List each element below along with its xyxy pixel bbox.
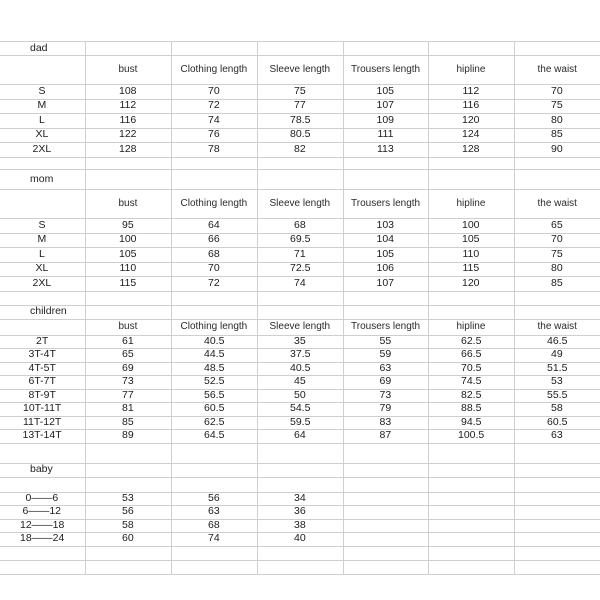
measurement-cell: 116 bbox=[462, 99, 480, 112]
measurement-cell: 69 bbox=[122, 361, 134, 374]
measurement-cell: 44.5 bbox=[204, 348, 225, 361]
measurement-cell: 122 bbox=[119, 128, 137, 141]
measurement-cell: 68 bbox=[208, 247, 220, 260]
measurement-cell: 82 bbox=[294, 142, 306, 155]
measurement-cell: 70 bbox=[208, 262, 220, 275]
measurement-cell: 55.5 bbox=[547, 388, 568, 401]
measurement-cell: 73 bbox=[122, 375, 134, 388]
row-gridline bbox=[0, 169, 600, 170]
column-gridline bbox=[514, 41, 515, 574]
measurement-cell: 74 bbox=[294, 276, 306, 289]
measurement-cell: 62.5 bbox=[204, 415, 225, 428]
measurement-cell: 85 bbox=[551, 276, 563, 289]
row-gridline bbox=[0, 443, 600, 444]
measurement-cell: 120 bbox=[462, 113, 480, 126]
size-label: 0——6 bbox=[25, 491, 59, 504]
measurement-cell: 77 bbox=[122, 388, 134, 401]
measurement-cell: 120 bbox=[462, 276, 480, 289]
size-label: 12——18 bbox=[20, 518, 65, 531]
measurement-cell: 112 bbox=[462, 84, 480, 97]
measurement-cell: 64.5 bbox=[204, 429, 225, 442]
size-label: 4T-5T bbox=[28, 361, 56, 374]
measurement-cell: 56.5 bbox=[204, 388, 225, 401]
column-header: hipline bbox=[456, 197, 486, 209]
measurement-cell: 78.5 bbox=[290, 113, 311, 126]
column-header: the waist bbox=[537, 197, 577, 209]
measurement-cell: 100 bbox=[462, 218, 480, 231]
measurement-cell: 36 bbox=[294, 505, 306, 518]
size-label: M bbox=[37, 99, 47, 112]
section-title-baby: baby bbox=[30, 463, 53, 475]
row-gridline bbox=[0, 546, 600, 547]
measurement-cell: 40.5 bbox=[290, 361, 311, 374]
size-label: 2T bbox=[36, 334, 49, 347]
measurement-cell: 46.5 bbox=[547, 334, 568, 347]
measurement-cell: 54.5 bbox=[290, 402, 311, 415]
measurement-cell: 128 bbox=[119, 142, 137, 155]
measurement-cell: 66 bbox=[208, 233, 220, 246]
measurement-cell: 62.5 bbox=[461, 334, 482, 347]
measurement-cell: 107 bbox=[376, 99, 395, 112]
size-label: 10T-11T bbox=[23, 402, 62, 415]
column-gridline bbox=[171, 41, 172, 574]
column-header: Clothing length bbox=[180, 63, 248, 75]
measurement-cell: 104 bbox=[376, 233, 395, 246]
measurement-cell: 124 bbox=[462, 128, 480, 141]
measurement-cell: 112 bbox=[119, 99, 137, 112]
measurement-cell: 80.5 bbox=[290, 128, 311, 141]
measurement-cell: 71 bbox=[294, 247, 306, 260]
column-header: Clothing length bbox=[180, 320, 248, 332]
column-header: the waist bbox=[537, 63, 577, 75]
row-gridline bbox=[0, 305, 600, 306]
row-gridline bbox=[0, 41, 600, 42]
measurement-cell: 70.5 bbox=[461, 361, 482, 374]
size-label: 6T-7T bbox=[28, 375, 56, 388]
measurement-cell: 65 bbox=[551, 218, 563, 231]
measurement-cell: 70 bbox=[208, 84, 220, 97]
column-header: bust bbox=[118, 63, 138, 75]
measurement-cell: 82.5 bbox=[461, 388, 482, 401]
measurement-cell: 56 bbox=[208, 491, 220, 504]
measurement-cell: 50 bbox=[294, 388, 306, 401]
measurement-cell: 37.5 bbox=[290, 348, 311, 361]
row-gridline bbox=[0, 291, 600, 292]
measurement-cell: 75 bbox=[551, 247, 563, 260]
measurement-cell: 58 bbox=[551, 402, 563, 415]
measurement-cell: 80 bbox=[551, 113, 563, 126]
measurement-cell: 68 bbox=[294, 218, 306, 231]
measurement-cell: 77 bbox=[294, 99, 306, 112]
measurement-cell: 73 bbox=[379, 388, 392, 401]
column-gridline bbox=[85, 41, 86, 574]
measurement-cell: 94.5 bbox=[461, 415, 482, 428]
measurement-cell: 40.5 bbox=[204, 334, 225, 347]
measurement-cell: 128 bbox=[462, 142, 480, 155]
measurement-cell: 55 bbox=[379, 334, 392, 347]
measurement-cell: 109 bbox=[376, 113, 395, 126]
size-label: 6——12 bbox=[22, 505, 62, 518]
size-label: S bbox=[38, 84, 46, 97]
measurement-cell: 40 bbox=[294, 532, 306, 545]
measurement-cell: 59 bbox=[379, 348, 392, 361]
measurement-cell: 105 bbox=[376, 84, 395, 97]
measurement-cell: 107 bbox=[376, 276, 395, 289]
column-gridline bbox=[428, 41, 429, 574]
measurement-cell: 53 bbox=[551, 375, 563, 388]
measurement-cell: 85 bbox=[122, 415, 134, 428]
measurement-cell: 63 bbox=[208, 505, 220, 518]
measurement-cell: 35 bbox=[294, 334, 306, 347]
measurement-cell: 56 bbox=[122, 505, 134, 518]
column-header: hipline bbox=[456, 63, 486, 75]
section-title-children: children bbox=[30, 305, 67, 317]
column-header: the waist bbox=[537, 320, 577, 332]
measurement-cell: 74.5 bbox=[461, 375, 482, 388]
measurement-cell: 116 bbox=[119, 113, 137, 126]
column-header: Trousers length bbox=[351, 63, 421, 75]
measurement-cell: 87 bbox=[379, 429, 392, 442]
measurement-cell: 80 bbox=[551, 262, 563, 275]
measurement-cell: 68 bbox=[208, 518, 220, 531]
measurement-cell: 51.5 bbox=[547, 361, 568, 374]
size-label: 2XL bbox=[32, 142, 52, 155]
measurement-cell: 45 bbox=[294, 375, 306, 388]
size-label: S bbox=[38, 218, 46, 231]
size-label: 18——24 bbox=[20, 532, 65, 545]
measurement-cell: 95 bbox=[122, 218, 134, 231]
column-header: hipline bbox=[456, 320, 486, 332]
measurement-cell: 34 bbox=[294, 491, 306, 504]
measurement-cell: 88.5 bbox=[461, 402, 482, 415]
measurement-cell: 105 bbox=[462, 233, 480, 246]
measurement-cell: 106 bbox=[376, 262, 395, 275]
row-gridline bbox=[0, 157, 600, 158]
measurement-cell: 60.5 bbox=[547, 415, 568, 428]
measurement-cell: 70 bbox=[551, 84, 563, 97]
row-gridline bbox=[0, 574, 600, 575]
row-gridline bbox=[0, 463, 600, 464]
size-label: M bbox=[37, 233, 47, 246]
measurement-cell: 75 bbox=[294, 84, 306, 97]
measurement-cell: 83 bbox=[379, 415, 392, 428]
size-label: 2XL bbox=[32, 276, 52, 289]
measurement-cell: 115 bbox=[462, 262, 480, 275]
measurement-cell: 103 bbox=[376, 218, 395, 231]
measurement-cell: 74 bbox=[208, 532, 220, 545]
row-gridline bbox=[0, 319, 600, 320]
measurement-cell: 100.5 bbox=[458, 429, 485, 442]
column-header: Clothing length bbox=[180, 197, 248, 209]
size-label: XL bbox=[35, 262, 49, 275]
size-label: 13T-14T bbox=[22, 429, 62, 442]
measurement-cell: 53 bbox=[122, 491, 134, 504]
measurement-cell: 85 bbox=[551, 128, 563, 141]
measurement-cell: 48.5 bbox=[204, 361, 225, 374]
measurement-cell: 115 bbox=[119, 276, 137, 289]
measurement-cell: 111 bbox=[377, 128, 394, 141]
row-gridline bbox=[0, 189, 600, 190]
measurement-cell: 69.5 bbox=[290, 233, 311, 246]
measurement-cell: 78 bbox=[208, 142, 220, 155]
column-gridline bbox=[343, 41, 344, 574]
size-label: XL bbox=[35, 128, 49, 141]
measurement-cell: 81 bbox=[122, 402, 134, 415]
size-label: 11T-12T bbox=[23, 415, 62, 428]
row-gridline bbox=[0, 55, 600, 56]
column-header: Sleeve length bbox=[269, 63, 331, 75]
measurement-cell: 66.5 bbox=[461, 348, 482, 361]
measurement-cell: 110 bbox=[462, 247, 480, 260]
column-gridline bbox=[257, 41, 258, 574]
measurement-cell: 89 bbox=[122, 429, 134, 442]
measurement-cell: 63 bbox=[379, 361, 392, 374]
column-header: bust bbox=[118, 320, 138, 332]
measurement-cell: 52.5 bbox=[204, 375, 225, 388]
row-gridline bbox=[0, 560, 600, 561]
measurement-cell: 70 bbox=[551, 233, 563, 246]
measurement-cell: 100 bbox=[119, 233, 137, 246]
size-chart-grid bbox=[0, 41, 600, 574]
column-header: Trousers length bbox=[351, 197, 421, 209]
measurement-cell: 64 bbox=[294, 429, 306, 442]
measurement-cell: 65 bbox=[122, 348, 134, 361]
measurement-cell: 105 bbox=[119, 247, 137, 260]
size-label: 8T-9T bbox=[28, 388, 56, 401]
measurement-cell: 59.5 bbox=[290, 415, 311, 428]
measurement-cell: 72.5 bbox=[290, 262, 311, 275]
measurement-cell: 63 bbox=[551, 429, 563, 442]
column-header: bust bbox=[118, 197, 138, 209]
measurement-cell: 76 bbox=[208, 128, 220, 141]
measurement-cell: 113 bbox=[377, 142, 394, 155]
section-title-mom: mom bbox=[30, 172, 54, 185]
row-gridline bbox=[0, 477, 600, 478]
size-label: L bbox=[39, 113, 45, 126]
measurement-cell: 60 bbox=[122, 532, 134, 545]
measurement-cell: 90 bbox=[551, 142, 563, 155]
measurement-cell: 61 bbox=[122, 334, 134, 347]
measurement-cell: 74 bbox=[208, 113, 220, 126]
column-header: Sleeve length bbox=[269, 320, 331, 332]
size-label: L bbox=[39, 247, 45, 260]
size-label: 3T-4T bbox=[28, 348, 56, 361]
measurement-cell: 108 bbox=[119, 84, 137, 97]
measurement-cell: 38 bbox=[294, 518, 306, 531]
section-title-dad: dad bbox=[30, 41, 48, 54]
measurement-cell: 79 bbox=[379, 402, 392, 415]
measurement-cell: 72 bbox=[208, 99, 220, 112]
measurement-cell: 69 bbox=[379, 375, 392, 388]
measurement-cell: 58 bbox=[122, 518, 134, 531]
measurement-cell: 105 bbox=[376, 247, 395, 260]
column-header: Trousers length bbox=[351, 320, 421, 332]
measurement-cell: 110 bbox=[119, 262, 137, 275]
measurement-cell: 75 bbox=[551, 99, 563, 112]
measurement-cell: 64 bbox=[208, 218, 220, 231]
measurement-cell: 60.5 bbox=[204, 402, 225, 415]
column-header: Sleeve length bbox=[269, 197, 331, 209]
measurement-cell: 72 bbox=[208, 276, 220, 289]
measurement-cell: 49 bbox=[551, 348, 563, 361]
